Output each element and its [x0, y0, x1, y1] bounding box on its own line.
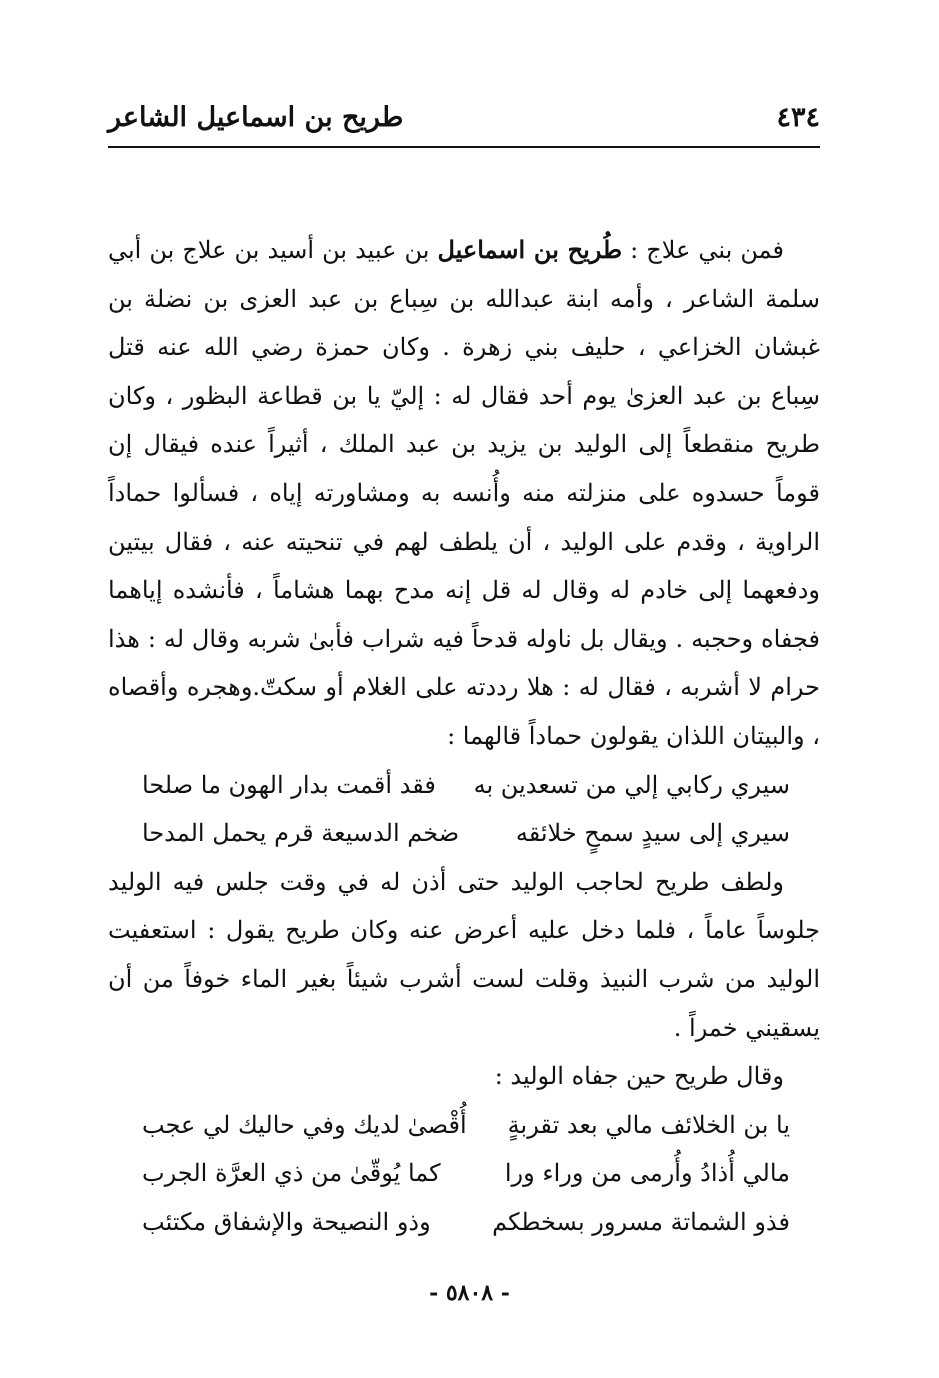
verse-line: [108, 1198, 820, 1247]
verse-first-hemistich: مالي أُذادُ وأُرمى من وراء ورا: [504, 1159, 790, 1188]
verse-second-hemistich: كما يُوقّىٰ من ذي العرَّة الجرب: [142, 1159, 441, 1188]
verse-second-hemistich: فقد أقمت بدار الهون ما صلحا: [142, 770, 436, 799]
verse-second-hemistich: وذو النصيحة والإشفاق مكتئب: [142, 1207, 431, 1236]
verse-first-hemistich: فذو الشماتة مسرور بسخطكم: [492, 1207, 790, 1236]
page-number: ٤٣٤: [776, 102, 820, 133]
verse-line: [108, 1101, 820, 1150]
verse-first-hemistich: سيري إلى سيدٍ سمحٍ خلائقه: [515, 819, 790, 848]
verse-first-hemistich: يا بن الخلائف مالي بعد تقربةٍ: [507, 1110, 790, 1139]
verse-line: [108, 809, 820, 858]
poem-first: [108, 761, 820, 858]
verse-second-hemistich: أُقْصىٰ لديك وفي حاليك لي عجب: [142, 1110, 467, 1139]
header-rule: [108, 146, 820, 148]
paragraph-second: ولطف طريح لحاجب الوليد حتى أذن له في وقت جلس فيه الوليد جلوساً عاماً ، فلما دخل عليه أعرض عنه وكان طريح يقول : استعفيت الوليد من شرب النبيذ وقلت لست أشرب شيئاً بغير الماء خوفاً من أن يسقيني خمراً .: [108, 867, 820, 1042]
verse-second-hemistich: ضخم الدسيعة قرم يحمل المدحا: [142, 819, 460, 848]
verse-first-hemistich: سيري ركابي إلي من تسعدين به: [473, 770, 790, 799]
running-title: طريح بن اسماعيل الشاعر: [108, 102, 404, 133]
page-header: [108, 100, 820, 144]
page-footer-code: - ٥٨٠٨ -: [429, 1280, 510, 1306]
intro-body: بن عبيد بن أسيد بن علاج بن أبي سلمة الشاعر ، وأمه ابنة عبدالله بن سِباع بن عبد العزى بن نضلة بن غبشان الخزاعي ، حليف بني زهرة . وكان حمزة رضي الله عنه قتل سِباع بن عبد العزىٰ يوم أحد فقال له : إليّ يا بن قطاعة البظور ، وكان طريح منقطعاً إلى الوليد بن يزيد بن عبد الملك ، أثيراً عنده فيقال إن قوماً حسدوه على منزلته منه وأُنسه به ومشاورته إياه ، فسألوا حماداً الراوية ، وقدم على الوليد ، أن يلطف لهم في تنحيته عنه ، فقال بيتين ودفعهما إلى خادم له وقال له قل إنه مدح بهما هشاماً ، فأنشده إياهما فجفاه وحجبه . ويقال بل ناوله قدحاً فيه شراب فأبىٰ شربه وقال له : هذا حرام لا أشربه ، فقال له : هلا رددته على الغلام أو سكتّ.وهجره وأقصاه ، والبيتان اللذان يقولون حماداً قالهما :: [108, 236, 821, 750]
verse-line: [108, 761, 820, 810]
subject-name: طُريح بن اسماعيل: [437, 235, 623, 264]
main-text: [108, 226, 820, 1246]
poem-second: [108, 1101, 820, 1247]
paragraph-third: وقال طريح حين جفاه الوليد :: [494, 1062, 784, 1091]
verse-line: [108, 1149, 820, 1198]
paragraph-intro: [108, 226, 820, 761]
intro-lead: فمن بني علاج :: [622, 236, 784, 264]
